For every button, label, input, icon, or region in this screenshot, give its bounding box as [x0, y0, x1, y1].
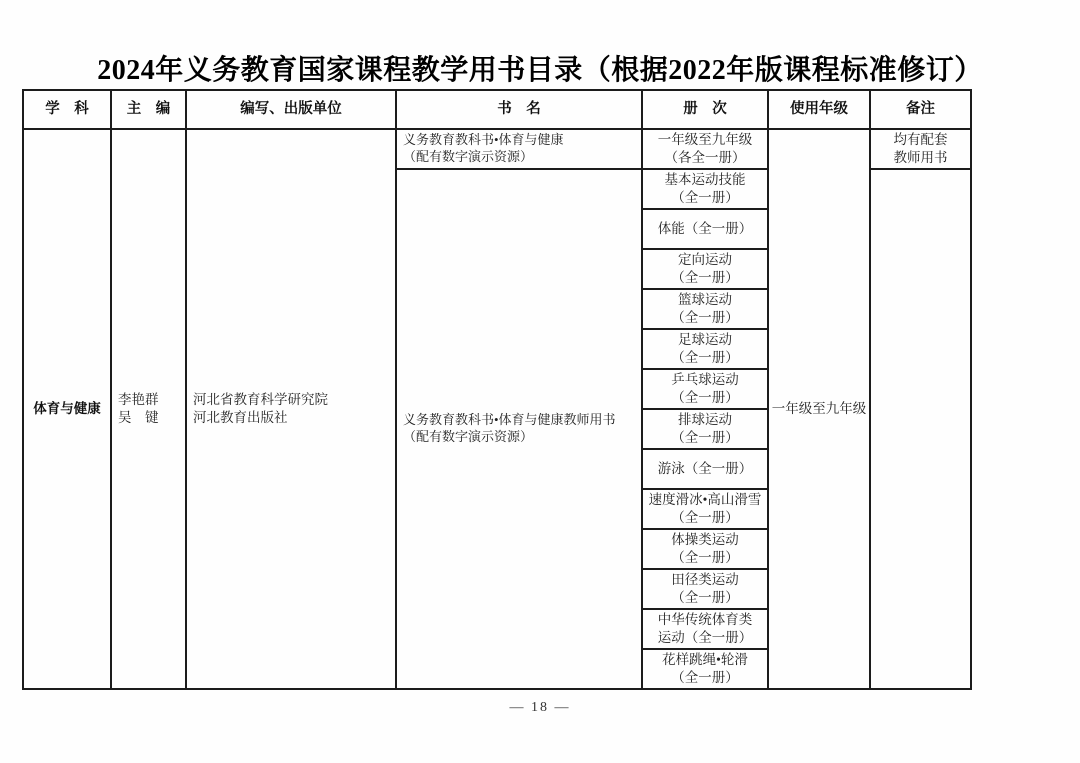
page-number: — 18 — [509, 700, 571, 715]
publisher-cell [186, 129, 396, 689]
header-volume: 册 次 [642, 90, 768, 129]
volume-cell: 中华传统体育类 运动（全一册） [642, 609, 768, 649]
editor-name: 吴 键 [118, 410, 159, 425]
chief-editor-cell [111, 129, 186, 689]
header-remark: 备注 [870, 90, 971, 129]
volume-cell: 基本运动技能 （全一册） [642, 169, 768, 209]
book-name-cell: 义务教育教科书•体育与健康 （配有数字演示资源） [396, 129, 642, 169]
page-title: 2024年义务教育国家课程教学用书目录（根据2022年版课程标准修订） [97, 55, 983, 86]
header-book-name: 书 名 [396, 90, 642, 129]
header-subject: 学 科 [23, 90, 111, 129]
volume-cell: 体能（全一册） [642, 209, 768, 249]
subject-cell: 体育与健康 [23, 129, 111, 689]
volume-cell: 排球运动 （全一册） [642, 409, 768, 449]
volume-cell: 乒乓球运动 （全一册） [642, 369, 768, 409]
table-row [23, 129, 971, 169]
volume-cell: 定向运动 （全一册） [642, 249, 768, 289]
publisher-line: 河北省教育科学研究院 [193, 392, 328, 408]
volume-cell: 足球运动 （全一册） [642, 329, 768, 369]
book-name-cell: 义务教育教科书•体育与健康教师用书 （配有数字演示资源） [396, 169, 642, 689]
remark-empty-cell [870, 169, 971, 689]
remark-cell: 均有配套 教师用书 [870, 129, 971, 169]
table-header-row [23, 90, 971, 129]
header-publisher: 编写、出版单位 [186, 90, 396, 129]
textbook-catalog-table [22, 89, 972, 690]
volume-cell: 田径类运动 （全一册） [642, 569, 768, 609]
volume-cell: 花样跳绳•轮滑 （全一册） [642, 649, 768, 689]
header-grade: 使用年级 [768, 90, 870, 129]
editor-name: 李艳群 [118, 392, 159, 408]
volume-cell: 速度滑冰•高山滑雪 （全一册） [642, 489, 768, 529]
volume-cell: 篮球运动 （全一册） [642, 289, 768, 329]
grade-cell: 一年级至九年级 [768, 129, 870, 689]
publisher-line: 河北教育出版社 [193, 410, 288, 425]
header-chief-editor: 主 编 [111, 90, 186, 129]
volume-cell: 一年级至九年级 （各全一册） [642, 129, 768, 169]
volume-cell: 体操类运动 （全一册） [642, 529, 768, 569]
volume-cell: 游泳（全一册） [642, 449, 768, 489]
